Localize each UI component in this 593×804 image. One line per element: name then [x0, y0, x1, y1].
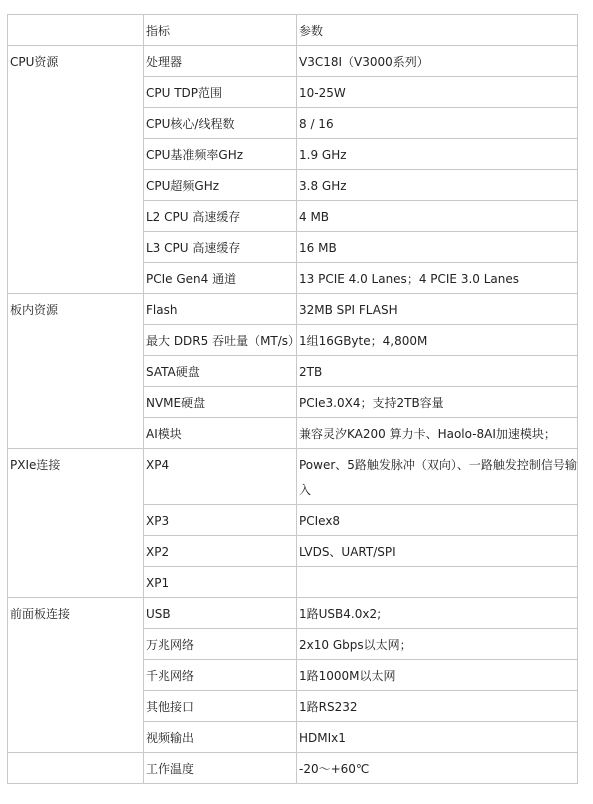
group-label: 板内资源 — [10, 303, 59, 317]
parameter-value: 兼容灵汐KA200 算力卡、Haolo-8AI加速模块； — [299, 427, 556, 441]
indicator-cell — [144, 629, 297, 660]
indicator-cell — [144, 753, 297, 784]
parameter-value: LVDS、UART/SPI — [299, 545, 396, 559]
indicator-label: XP4 — [146, 458, 170, 472]
parameter-cell — [297, 629, 578, 660]
indicator-cell — [144, 232, 297, 263]
indicator-label: XP2 — [146, 545, 170, 559]
parameter-cell — [297, 691, 578, 722]
indicator-cell — [144, 598, 297, 629]
indicator-label: USB — [146, 607, 171, 621]
indicator-cell — [144, 418, 297, 449]
parameter-value: V3C18I（V3000系列） — [299, 55, 429, 69]
group-cell — [8, 598, 144, 753]
indicator-label: NVME硬盘 — [146, 396, 206, 410]
spec-table-wrapper — [7, 14, 578, 784]
parameter-cell — [297, 722, 578, 753]
indicator-label: 最大 DDR5 吞吐量（MT/s） — [146, 334, 301, 348]
indicator-cell — [144, 691, 297, 722]
indicator-cell — [144, 294, 297, 325]
indicator-label: 工作温度 — [146, 762, 195, 776]
indicator-label: CPU超频GHz — [146, 179, 220, 193]
parameter-cell — [297, 77, 578, 108]
parameter-value: 13 PCIE 4.0 Lanes；4 PCIE 3.0 Lanes — [299, 272, 519, 286]
indicator-label: 处理器 — [146, 55, 183, 69]
indicator-cell — [144, 567, 297, 598]
parameter-cell — [297, 139, 578, 170]
indicator-label: Flash — [146, 303, 178, 317]
parameter-cell — [297, 567, 578, 598]
indicator-label: CPU核心/线程数 — [146, 117, 235, 131]
table-row — [8, 294, 578, 325]
parameter-value — [299, 567, 577, 572]
indicator-label: AI模块 — [146, 427, 182, 441]
parameter-value: PCIe3.0X4；支持2TB容量 — [299, 396, 444, 410]
indicator-cell — [144, 356, 297, 387]
parameter-cell — [297, 356, 578, 387]
parameter-value: 8 / 16 — [299, 117, 334, 131]
parameter-cell — [297, 536, 578, 567]
spec-table-body — [8, 15, 578, 784]
parameter-value: 3.8 GHz — [299, 179, 347, 193]
parameter-cell — [297, 387, 578, 418]
parameter-cell — [297, 201, 578, 232]
indicator-label: L3 CPU 高速缓存 — [146, 241, 241, 255]
parameter-cell — [297, 232, 578, 263]
indicator-label: 其他接口 — [146, 700, 195, 714]
indicator-cell — [144, 660, 297, 691]
indicator-cell — [144, 263, 297, 294]
indicator-cell — [144, 170, 297, 201]
indicator-cell — [144, 505, 297, 536]
indicator-cell — [144, 387, 297, 418]
indicator-label: XP1 — [146, 576, 170, 590]
indicator-label: 视频输出 — [146, 731, 195, 745]
group-cell — [8, 449, 144, 598]
table-row — [8, 598, 578, 629]
indicator-cell — [144, 449, 297, 505]
indicator-label: CPU基准频率GHz — [146, 148, 244, 162]
parameter-value: 2TB — [299, 365, 323, 379]
indicator-cell — [144, 46, 297, 77]
parameter-value: 10-25W — [299, 86, 346, 100]
table-header-row — [8, 15, 578, 46]
parameter-value: 1路RS232 — [299, 700, 358, 714]
parameter-cell — [297, 505, 578, 536]
group-label: 前面板连接 — [10, 607, 71, 621]
indicator-label: PCIe Gen4 通道 — [146, 272, 237, 286]
indicator-label: SATA硬盘 — [146, 365, 200, 379]
group-label: PXIe连接 — [10, 458, 61, 472]
indicator-cell — [144, 139, 297, 170]
parameter-value: 1路1000M以太网 — [299, 669, 396, 683]
parameter-value: Power、5路触发脉冲（双向）、一路触发控制信号输入 — [299, 458, 577, 497]
parameter-value: 1组16GByte；4,800M — [299, 334, 428, 348]
indicator-cell — [144, 722, 297, 753]
parameter-cell — [297, 660, 578, 691]
parameter-value: 1.9 GHz — [299, 148, 347, 162]
group-cell — [8, 294, 144, 449]
parameter-cell — [297, 418, 578, 449]
indicator-cell — [144, 201, 297, 232]
indicator-label: 万兆网络 — [146, 638, 195, 652]
indicator-label: L2 CPU 高速缓存 — [146, 210, 241, 224]
group-cell — [8, 46, 144, 294]
parameter-cell — [297, 449, 578, 505]
parameter-value: PCIex8 — [299, 514, 341, 528]
parameter-value: -20～+60℃ — [299, 762, 370, 776]
indicator-cell — [144, 77, 297, 108]
indicator-cell — [144, 536, 297, 567]
parameter-cell — [297, 46, 578, 77]
parameter-value: 4 MB — [299, 210, 330, 224]
parameter-cell — [297, 325, 578, 356]
parameter-cell — [297, 753, 578, 784]
parameter-value: 1路USB4.0x2; — [299, 607, 382, 621]
indicator-label: XP3 — [146, 514, 170, 528]
table-row — [8, 46, 578, 77]
parameter-cell — [297, 294, 578, 325]
table-row — [8, 449, 578, 505]
indicator-cell — [144, 325, 301, 356]
group-label — [10, 753, 143, 758]
parameter-cell — [297, 170, 578, 201]
indicator-label: 千兆网络 — [146, 669, 195, 683]
header-cell-indicator: 指标 — [144, 15, 297, 46]
header-cell-group — [8, 15, 144, 46]
header-cell-parameter: 参数 — [297, 15, 578, 46]
table-row — [8, 753, 578, 784]
parameter-value: 2x10 Gbps以太网； — [299, 638, 412, 652]
indicator-label: CPU TDP范围 — [146, 86, 223, 100]
parameter-cell — [297, 108, 578, 139]
spec-table — [7, 14, 578, 784]
indicator-cell — [144, 108, 297, 139]
group-cell — [8, 753, 144, 784]
group-label: CPU资源 — [10, 55, 59, 69]
parameter-value: HDMIx1 — [299, 731, 346, 745]
parameter-cell — [297, 598, 578, 629]
parameter-value: 32MB SPI FLASH — [299, 303, 398, 317]
parameter-cell — [297, 263, 578, 294]
parameter-value: 16 MB — [299, 241, 337, 255]
